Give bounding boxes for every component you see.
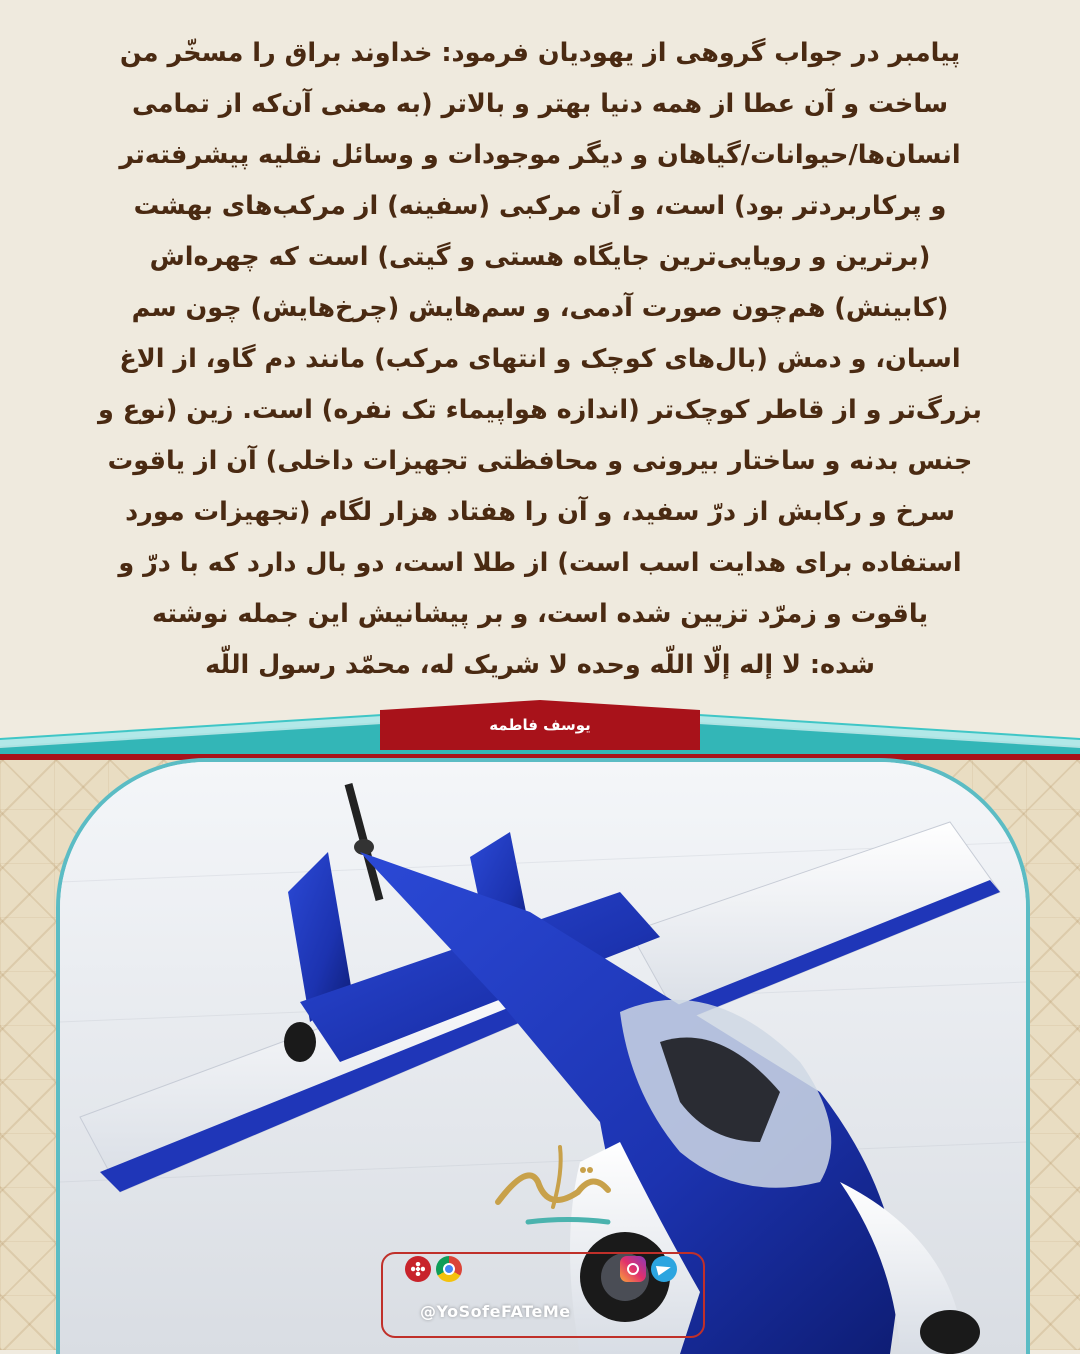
instagram-icon[interactable] — [620, 1256, 646, 1282]
telegram-icon[interactable] — [651, 1256, 677, 1282]
main-text: پیامبر در جواب گروهی از یهودیان فرمود: خداوند براق را مسخّر من ساخت و آن عطا از همه دنیا بهتر و بالاتر (به معنی آن‌که از تمامی انسان‌ها/حیوانات/گیاهان و دیگر موجودات و وسائل نقلیه پیشرفته‌تر و پرکاربردتر بود) است، و آن مرکبی (سفینه) از مرکب‌های بهشت (برترین و رویایی‌ترین جایگاه هستی و گیتی) است که چهره‌اش (کابینش) هم‌چون صورت آدمی، و سم‌هایش (چرخ‌هایش) چون سم اسبان، و دمش (بال‌های کوچک و انتهای مرکب) مانند دم گاو، از الاغ بزرگ‌تر و از قاطر کوچک‌تر (اندازه هواپیماء تک نفره) است. زین (نوع و جنس بدنه و ساختار بیرونی و محافظتی تجهیزات داخلی) آن از یاقوت سرخ و رکابش از درّ سفید، و آن را هفتاد هزار لگام (تجهیزات مورد استفاده برای هدایت اسب است) از طلا است، دو بال دارد که با درّ و یاقوت و زمرّد تزیین شده است، و بر پیشانیش این جمله نوشته شده: لا إله إلّا اللّه وحده لا شریک له، محمّد رسول اللّه — [97, 38, 982, 680]
social-handle[interactable]: @YoSofeFATeMe — [420, 1302, 571, 1321]
film-reel-icon[interactable] — [405, 1256, 431, 1282]
author-label: یوسف فاطمه — [489, 716, 591, 734]
chrome-icon[interactable] — [436, 1256, 462, 1282]
